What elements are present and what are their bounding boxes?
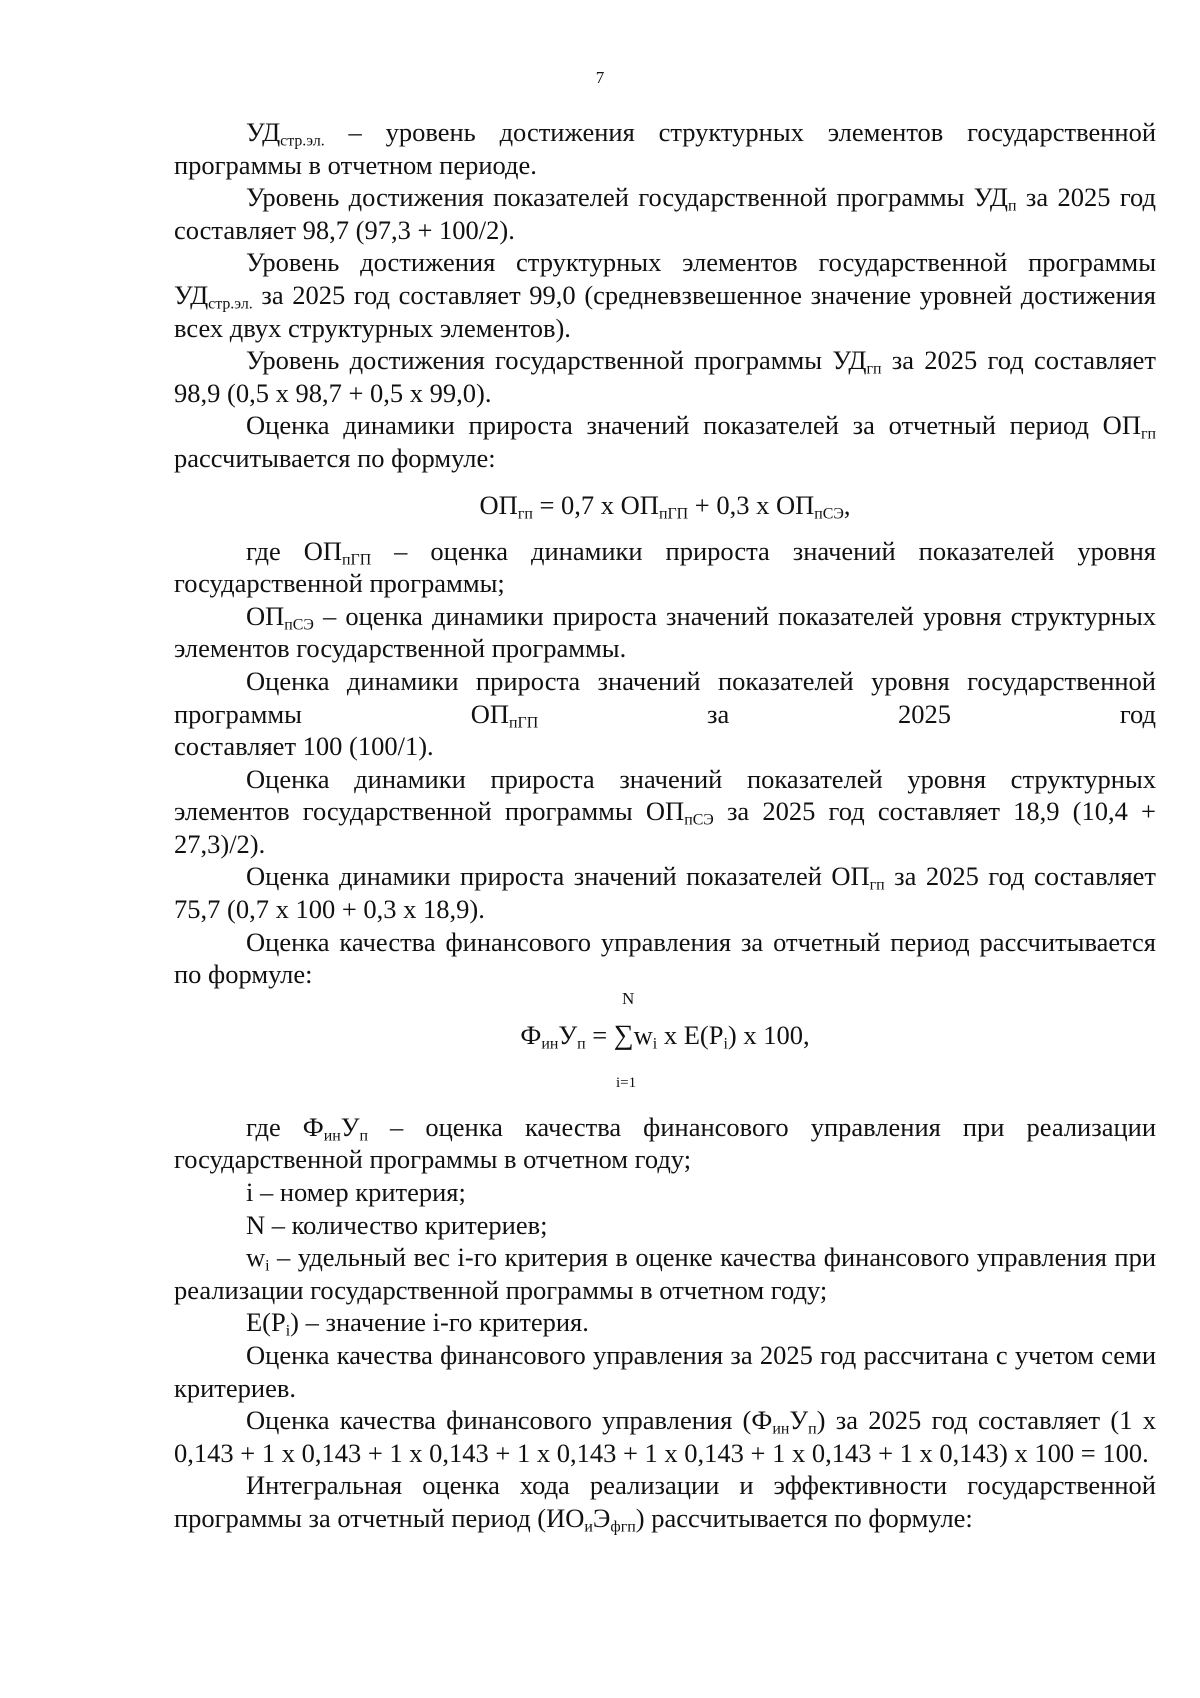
text-run: У (340, 1111, 360, 1142)
text-run: – оценка динамики прироста значений показателей уровня структурных элементов государственной программы. (174, 600, 1156, 664)
paragraph (174, 665, 1156, 730)
text-run: – оценка качества финансового управления при реализации государственной программы в отчетном году; (174, 1111, 1156, 1175)
subscript: пСЭ (284, 616, 314, 634)
text-run: У (558, 1019, 578, 1050)
text-run: ) за 2025 год составляет (1 х 0,143 + 1 х 0,143 + 1 х 0,143 + 1 х 0,143 + 1 х 0,143 + 1 х 0,143 + 1 х 0,143) х 100 = 100. (174, 1405, 1156, 1468)
subscript: ин (772, 1420, 790, 1438)
paragraph (174, 1339, 1156, 1404)
text-run: Уровень достижения показателей государственной программы УД (246, 182, 1008, 213)
text-run: = (585, 1019, 614, 1050)
text-run: N – количество критериев; (246, 1209, 548, 1240)
subscript: пГП (509, 713, 539, 731)
paragraph (174, 1209, 1156, 1242)
subscript: гп (517, 504, 533, 522)
text-run: х E(P (657, 1019, 724, 1050)
paragraph (174, 535, 1156, 600)
subscript: п (359, 1127, 369, 1145)
subscript: пСЭ (814, 504, 844, 522)
text-run: Оценка качества финансового управления за 2025 год рассчитана с учетом семи критериев. (174, 1340, 1156, 1403)
subscript: п (577, 1035, 586, 1053)
paragraph (174, 246, 1156, 344)
text-run: за 2025 год составляет 18,9 (10,4 + 27,3)/2). (174, 796, 1156, 859)
text-run: за 2025 год (538, 698, 1156, 729)
subscript: фгп (610, 1518, 636, 1536)
subscript: гп (1140, 425, 1156, 443)
formula-op-gp (174, 475, 1156, 535)
text-run: ОП (479, 489, 518, 520)
paragraph (174, 600, 1156, 665)
paragraph (174, 1111, 1156, 1176)
text-run: У (789, 1405, 809, 1436)
text-run: за 2025 год составляет 99,0 (средневзвешенное значение уровней достижения всех двух структурных элементов). (174, 279, 1156, 343)
text-run: Э (592, 1502, 611, 1533)
subscript: стр.эл. (208, 295, 253, 313)
paragraph (174, 344, 1156, 409)
text-run: где ОП (246, 535, 343, 566)
text-run: Интегральная оценка хода реализации и эффективности государственной программы за отчетный период (ИО (174, 1470, 1156, 1533)
text-run: – уровень достижения структурных элементов государственной программы в отчетном периоде. (174, 117, 1156, 180)
text-run: = 0,7 х ОП (532, 489, 659, 520)
text-run: , (843, 489, 851, 520)
paragraph (174, 926, 1156, 991)
text-run: – оценка динамики прироста значений показателей уровня государственной программы; (174, 535, 1156, 599)
subscript: пСЭ (684, 811, 714, 829)
subscript: ин (323, 1127, 341, 1145)
sum-lower-limit: i=1 (616, 1074, 637, 1091)
page-number: 7 (595, 68, 605, 87)
subscript: и (584, 1518, 593, 1536)
text-run: составляет 100 (100/1). (174, 731, 434, 762)
paragraph (174, 1404, 1156, 1469)
subscript: i (723, 1035, 728, 1053)
subscript: пГП (342, 550, 372, 568)
text-run: за 2025 год составляет 75,7 (0,7 х 100 + 0,3 х 18,9). (174, 861, 1156, 925)
paragraph (174, 860, 1156, 925)
subscript: п (808, 1420, 817, 1438)
text-run: + 0,3 х ОП (688, 489, 815, 520)
text-run: Уровень достижения структурных элементов государственной программы УД (174, 247, 1156, 310)
text-run: – удельный вес i-го критерия в оценке качества финансового управления при реализации государственной программы в отчетном году; (174, 1242, 1156, 1305)
text-run: за 2025 год составляет 98,9 (0,5 х 98,7 + 0,5 х 99,0). (174, 345, 1156, 408)
paragraph (174, 1241, 1156, 1306)
paragraph (174, 409, 1156, 474)
text-run: Оценка динамики прироста значений показателей ОП (246, 861, 870, 892)
subscript: п (1007, 197, 1017, 215)
subscript: i (265, 1257, 270, 1275)
paragraph (174, 116, 1156, 181)
sum-upper-limit: N (622, 988, 635, 1008)
subscript: i (652, 1035, 658, 1053)
subscript: гп (866, 360, 882, 378)
text-run: ОП (246, 600, 285, 631)
text-run: i – номер критерия; (246, 1177, 466, 1208)
paragraph (174, 763, 1156, 861)
text-run: E(P (246, 1307, 286, 1338)
text-run: w (246, 1242, 266, 1273)
subscript: гп (869, 876, 885, 894)
paragraph (174, 1176, 1156, 1209)
text-run: за 2025 год составляет 98,7 (97,3 + 100/2). (174, 182, 1156, 245)
subscript: i (285, 1322, 291, 1340)
paragraph (174, 181, 1156, 246)
text-run: ) рассчитывается по формуле: (635, 1502, 973, 1533)
text-run: Оценка динамики прироста значений показателей уровня структурных элементов государственной программы ОП (174, 763, 1156, 827)
text-run: рассчитывается по формуле: (174, 442, 496, 473)
subscript: пГП (658, 504, 689, 522)
text-run: ) х 100, (727, 1019, 810, 1050)
subscript: ин (541, 1035, 559, 1053)
text-run: Оценка качества финансового управления (Ф (246, 1405, 773, 1436)
text-run: Уровень достижения государственной программы УД (246, 345, 867, 376)
text-run: где Ф (246, 1111, 324, 1142)
text-run: Оценка качества финансового управления за отчетный период рассчитывается по формуле: (174, 926, 1156, 990)
paragraph (174, 1469, 1156, 1534)
subscript: стр.эл. (280, 132, 325, 150)
text-run: w (633, 1019, 653, 1050)
paragraph (174, 1306, 1156, 1339)
text-run: Ф (520, 1019, 542, 1050)
text-run: УД (246, 117, 281, 147)
sum-sign: ∑ (613, 1019, 634, 1051)
formula-main-line (174, 1019, 1156, 1053)
paragraph (174, 730, 1156, 763)
text-run: Оценка динамики прироста значений показателей за отчетный период ОП (246, 410, 1141, 441)
formula-fin-u (174, 988, 1156, 1111)
text-run: Оценка динамики прироста значений показателей уровня государственной программы ОП (174, 665, 1156, 729)
document-body (174, 116, 1156, 1535)
text-run: ) – значение i-го критерия. (290, 1307, 589, 1338)
